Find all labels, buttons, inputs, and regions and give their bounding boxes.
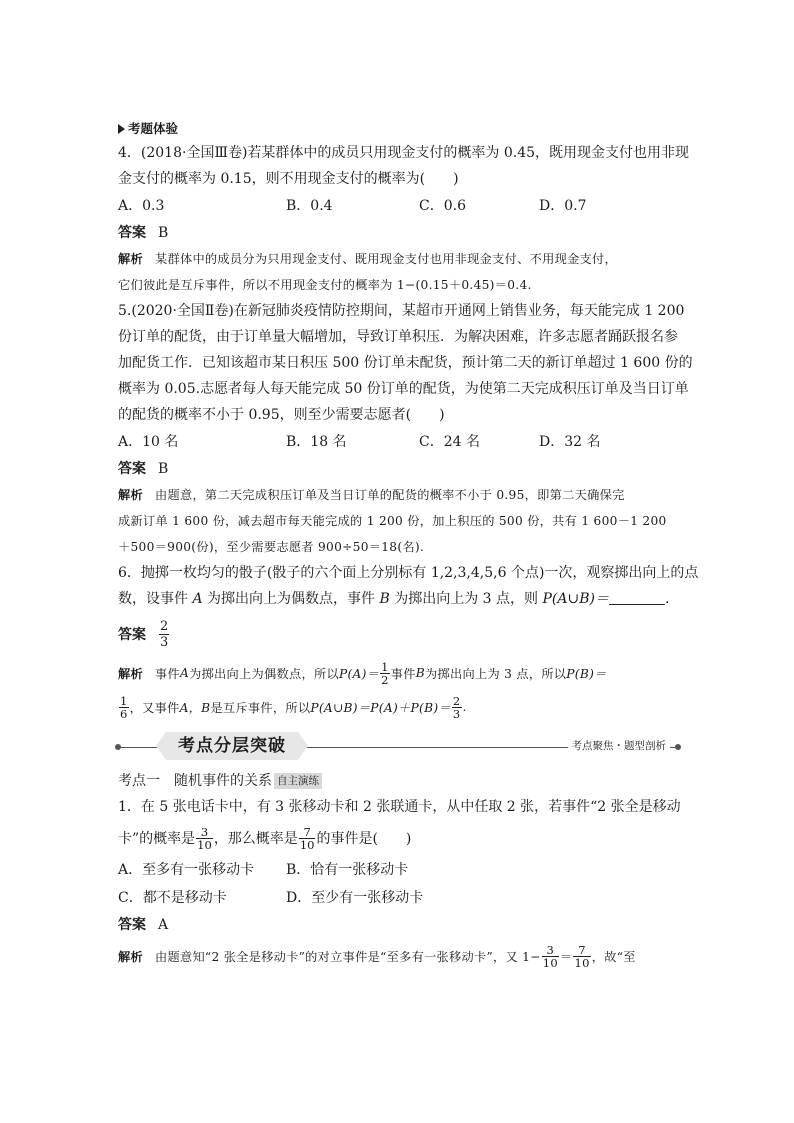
q4-answer: 答案 B — [118, 225, 169, 241]
self-practice-tag: 自主演练 — [274, 773, 322, 789]
page-content — [118, 118, 699, 974]
q4-analysis-line1: 解析 某群体中的成员分为只用现金支付、既用现金支付也用非现金支付、不用现金支付， — [118, 252, 618, 266]
q1-fraction-3-10: $\frac{3}{10}$ — [197, 824, 212, 852]
q6-answer-fraction: $\frac{2}{3}$ — [160, 618, 169, 650]
q4-option-c: C．0.6 — [419, 198, 466, 214]
kd1-q1-line2: 卡”的概率是 $\frac{3}{10}$ ，那么概率是 $\frac{7}{10}$ 的事件是( ) — [118, 824, 412, 852]
q6-answer: 答案 $\frac{2}{3}$ — [118, 618, 169, 650]
kd1-option-d: D．至少有一张移动卡 — [286, 890, 424, 906]
q4-option-d: D．0.7 — [539, 198, 587, 214]
q5-line1: 5.(2020·全国Ⅱ卷)在新冠肺炎疫情防控期间，某超市开通网上销售业务，每天能完成 1 200 — [118, 303, 685, 319]
q1-fraction-7-10: $\frac{7}{10}$ — [299, 824, 315, 852]
q4-options — [118, 192, 678, 220]
q5-option-d: D．32 名 — [539, 434, 601, 450]
q6-analysis-line1: 解析 事件 A 为掷出向上为偶数点，所以 P(A)＝ $\frac{1}{2}$ 事件 B 为掷出向上为 3 点，所以 P(B)＝ — [118, 659, 607, 687]
q5-option-b: B．18 名 — [286, 434, 347, 450]
q6-half-fraction: $\frac{1}{2}$ — [381, 659, 389, 687]
q4-option-a: A．0.3 — [118, 198, 165, 214]
kd1-options-row1 — [118, 856, 678, 884]
q5-option-c: C．24 名 — [419, 434, 480, 450]
kd1-answer: 答案 A — [118, 917, 169, 933]
triangle-icon — [118, 124, 125, 134]
section-banner — [118, 732, 678, 762]
q6-line1: 6．抛掷一枚均匀的骰子(骰子的六个面上分别标有 1,2,3,4,5,6 个点)一次，观察掷出向上的点 — [118, 565, 699, 581]
q4-analysis-line2: 它们彼此是互斥事件，所以不用现金支付的概率为 1−(0.15＋0.45)＝0.4. — [118, 278, 532, 292]
an-fraction-7-10: $\frac{7}{10}$ — [574, 942, 590, 970]
q5-analysis-line1: 解析 由题意，第二天完成积压订单及当日订单的配货的概率不小于 0.95，即第二天确保完 — [118, 488, 625, 502]
q4-line1: 4．(2018·全国Ⅲ卷)若某群体中的成员只用现金支付的概率为 0.45，既用现金支付也用非现 — [118, 145, 690, 161]
q5-option-a: A．10 名 — [118, 434, 179, 450]
section-header: 考题体验 — [118, 118, 678, 140]
kd1-analysis-line1: 解析 由题意知“2 张全是移动卡”的对立事件是“至多有一张移动卡”，又 1− $\frac{3}{10}$ ＝ $\frac{7}{10}$ ，故“至 — [118, 942, 636, 970]
answer-blank — [609, 590, 665, 605]
q6-result-fraction: $\frac{2}{3}$ — [452, 693, 461, 721]
an-fraction-3-10: $\frac{3}{10}$ — [542, 942, 558, 970]
q5-line4: 概率为 0.05.志愿者每人每天能完成 50 份订单的配货，为使第二天完成积压订单及当日订单 — [118, 381, 689, 397]
banner-subtitle: 考点聚焦・题型剖析 — [568, 738, 671, 753]
q6-sixth-fraction: $\frac{1}{6}$ — [120, 693, 128, 721]
kd1-options-row2 — [118, 884, 678, 912]
q5-line2: 份订单的配货，由于订单量大幅增加，导致订单积压．为解决困难，许多志愿者踊跃报名参 — [118, 329, 678, 345]
q4-option-b: B．0.4 — [286, 198, 333, 214]
kd1-title: 考点一 随机事件的关系 自主演练 — [118, 768, 678, 794]
q5-analysis-line2: 成新订单 1 600 份，减去超市每天能完成的 1 200 份，加上积压的 500 份，共有 1 600－1 200 — [118, 514, 667, 528]
q5-answer: 答案 B — [118, 461, 169, 477]
q5-analysis-line3: ＋500＝900(份)，至少需要志愿者 900÷50＝18(名). — [118, 540, 425, 554]
q6-line2: 数，设事件 A 为掷出向上为偶数点，事件 B 为掷出向上为 3 点，则 P(A∪B)＝ . — [118, 591, 670, 607]
kd1-option-c: C．都不是移动卡 — [118, 890, 227, 906]
kd1-option-a: A．至多有一张移动卡 — [118, 862, 255, 878]
kd1-q1-line1: 1．在 5 张电话卡中，有 3 张移动卡和 2 张联通卡，从中任取 2 张，若事件“2 张全是移动 — [118, 799, 681, 815]
q5-line5: 的配货的概率不小于 0.95，则至少需要志愿者( ) — [118, 407, 445, 423]
q4-line2: 金支付的概率为 0.15，则不用现金支付的概率为( ) — [118, 171, 459, 187]
banner-title: 考点分层突破 — [166, 732, 298, 760]
kd1-option-b: B．恰有一张移动卡 — [286, 862, 409, 878]
q5-line3: 加配货工作．已知该超市某日积压 500 份订单未配货，预计第二天的新订单超过 1 600 份的 — [118, 355, 693, 371]
q6-analysis-line2: $\frac{1}{6}$ ，又事件 A，B 是互斥事件，所以 P(A∪B)＝P(A)＋P(B)＝ $\frac{2}{3}$ . — [120, 693, 467, 721]
banner-dot-right — [675, 744, 681, 750]
banner-dot-left — [115, 744, 121, 750]
q5-options — [118, 428, 678, 456]
